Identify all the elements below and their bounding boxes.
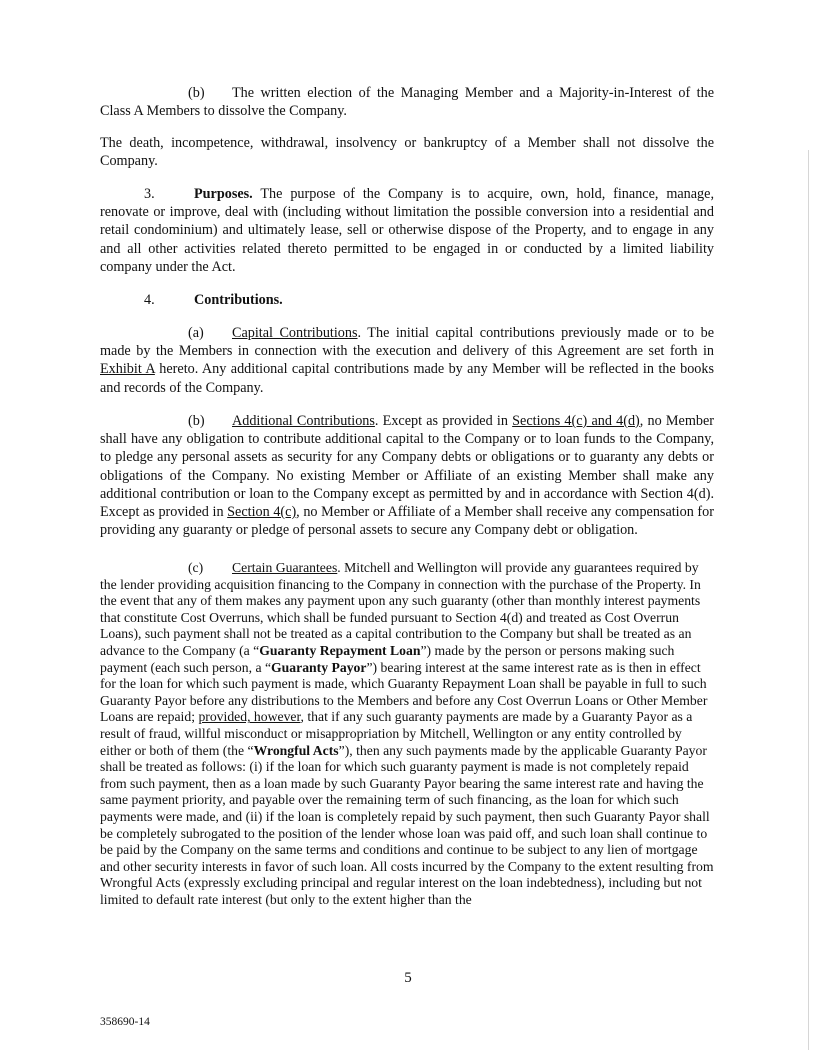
subsection-text: , no Member or Affiliate of a Member shall receive any compensation for providing any guaranty or pledge of personal assets to secure any Company debt or obligation.	[100, 504, 714, 539]
paragraph-death	[100, 134, 714, 170]
subsection-text: . Except as provided in	[374, 413, 513, 429]
paragraph-text: The death, incompetence, withdrawal, insolvency or bankruptcy of a Member shall not dissolve the Company.	[100, 135, 714, 170]
section-3-purposes	[100, 185, 714, 276]
section-4c-certain-guarantees	[100, 560, 714, 908]
subsection-text: hereto. Any additional capital contributions made by any Member will be reflected in the books and records of the Company.	[100, 361, 714, 396]
subsection-label: (a)	[188, 325, 204, 341]
subsection-title: Certain Guarantees	[232, 560, 338, 575]
paragraph-b-dissolve	[100, 84, 714, 120]
section-4a-capital-contributions	[100, 324, 714, 397]
section-4-heading	[144, 291, 283, 309]
subsection-text: ”) bearing interest at the same interest rate as is then in effect for the loan for which such payment is made, which Guaranty Repayment Loan shall be payable in full to such Guaranty Payor before any distributions to the Members and before any Cost Overrun Loans or Other Member Loans are repaid;	[100, 659, 708, 725]
section-4b-additional-contributions	[100, 412, 714, 539]
defined-term: Guaranty Repayment Loan	[259, 642, 421, 658]
section-number: 3.	[144, 186, 155, 202]
section-title: Contributions.	[194, 292, 283, 308]
section-reference: Sections 4(c) and 4(d)	[512, 413, 640, 429]
subsection-text: ”) made by the person or persons making such payment (each such person, a “	[100, 642, 675, 675]
subsection-title: Capital Contributions	[232, 325, 358, 341]
paragraph-label: (b)	[188, 85, 205, 101]
defined-term: Guaranty Payor	[271, 659, 367, 675]
subsection-text: , no Member shall have any obligation to contribute additional capital to the Company or to loan funds to the Company, to pledge any personal assets as security for any Company debts or obligations or to guaranty any debts or obligations of the Company. No existing Member or Affiliate of an existing Member shall make any additional contribution or loan to the Company except as permitted by and in accordance with Section 4(d). Except as provided in	[100, 413, 714, 521]
section-number: 4.	[144, 292, 155, 308]
section-text: The purpose of the Company is to acquire, own, hold, finance, manage, renovate or improve, deal with (including without limitation the possible conversion into a residential and retail condominium) and ultimately lease, sell or otherwise dispose of the Property, and to engage in any and all other activities related thereto permitted to be engaged in or conducted by a limited liability company under the Act.	[100, 186, 714, 275]
exhibit-reference: Exhibit A	[100, 361, 155, 378]
section-title: Purposes.	[194, 186, 253, 202]
section-reference: Section 4(c)	[227, 504, 297, 521]
scan-edge-line	[808, 150, 809, 1050]
page-number: 5	[404, 970, 412, 986]
subsection-title: Additional Contributions	[232, 413, 375, 429]
subsection-label: (c)	[188, 560, 204, 575]
defined-term: Wrongful Acts	[253, 742, 339, 758]
subsection-label: (b)	[188, 413, 205, 429]
subsection-text: ”), then any such payments made by the applicable Guaranty Payor shall be treated as follows: (i) if the loan for which such guaranty payment is made is not completely repaid from such payment, then as a loan made by such Guaranty Payor bearing the same interest rate and having the same payment priority, and payable over the remaining term of such financing, as the loan for which such payments were made, and (ii) if the loan is completely repaid by such payment, then such Guaranty Payor shall be completely subrogated to the position of the lender whose loan was paid off, and such loan shall continue to be paid by the Company on the same terms and conditions and continue to be subject to any lien of mortgage and other security interests in favor of such loan. All costs incurred by the Company to the extent resulting from Wrongful Acts (expressly excluding principal and regular interest on the loan indebtedness), including but not limited to default rate interest (but only to the extent higher than the	[100, 742, 714, 907]
subsection-text: , that if any such guaranty payments are made by a Guaranty Payor as a result of fraud, willful misconduct or misappropriation by Mitchell, Wellington or any entity controlled by either or both of them (the “	[100, 709, 693, 758]
subsection-text: . The initial capital contributions previously made or to be made by the Members in connection with the execution and delivery of this Agreement are set forth in	[100, 325, 714, 360]
proviso: provided, however	[198, 709, 301, 725]
paragraph-text: The written election of the Managing Member and a Majority-in-Interest of the Class A Members to dissolve the Company.	[100, 85, 714, 120]
subsection-text: . Mitchell and Wellington will provide any guarantees required by the lender providing acquisition financing to the Company in connection with the purchase of the Property. In the event that any of them makes any payment upon any such guaranty (other than monthly interest payments that constitute Cost Overruns, which shall be funded pursuant to Section 4(d) and treated as Cost Overrun Loans), such payment shall not be treated as a capital contribution to the Company but shall be treated as an advance to the Company (a “	[100, 560, 701, 658]
document-id: 358690-14	[100, 1016, 150, 1028]
